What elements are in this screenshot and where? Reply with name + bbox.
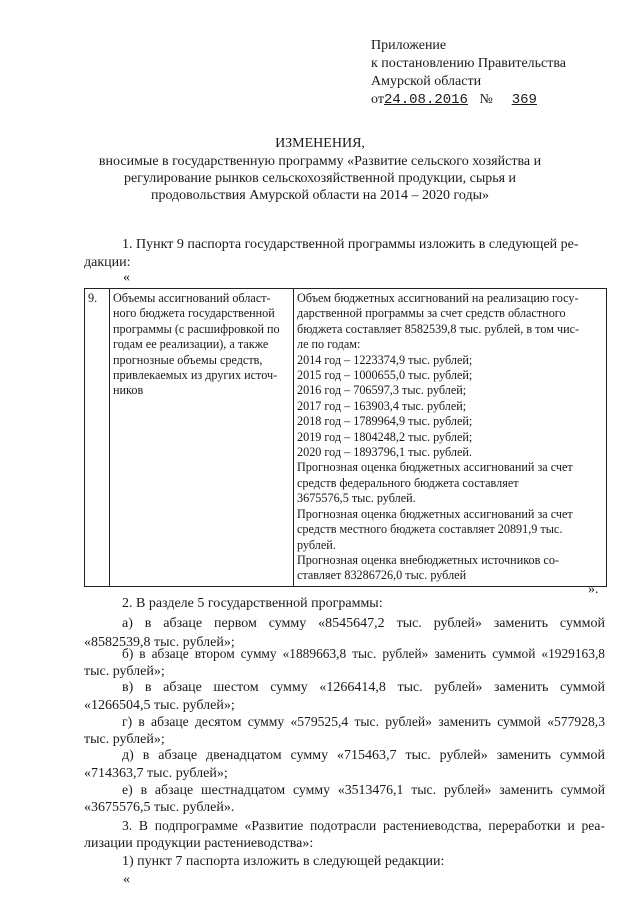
appendix-line-1: Приложение <box>371 38 447 53</box>
content-line: 2018 год – 1789964,9 тыс. рублей; <box>297 414 473 429</box>
date-prefix: от <box>371 92 384 107</box>
item1-line-1: 1. Пункт 9 паспорта государственной программы изложить в следующей ре- <box>122 237 579 252</box>
content-line: ставляет 83286726,0 тыс. рублей <box>297 568 467 583</box>
item3-sub1: 1) пункт 7 паспорта изложить в следующей редакции: <box>122 854 445 869</box>
content-line: средств местного бюджета составляет 20891,9 тыс. <box>297 522 563 537</box>
item3-line-1: 3. В подпрограмме «Развитие подотрасли растениеводства, переработки и реа- <box>122 818 605 833</box>
item3-line-2: лизации продукции растениеводства»: <box>84 836 314 851</box>
item2-b-line-1: б) в абзаце втором сумму «1889663,8 тыс. рублей» заменить суммой «1929163,8 <box>122 646 605 661</box>
content-line: Прогнозная оценка внебюджетных источников со- <box>297 552 559 567</box>
content-line: 2020 год – 1893796,1 тыс. рублей. <box>297 445 472 460</box>
item1-line-2: дакции: <box>84 255 131 270</box>
content-line: дарственной программы за счет средств областного <box>297 306 566 321</box>
title-line-3: продовольствия Амурской области на 2014 – 2020 годы» <box>150 188 490 203</box>
item2-c-line-1: в) в абзаце шестом сумму «1266414,8 тыс. рублей» заменить суммой <box>122 680 605 695</box>
content-line: 2016 год – 706597,3 тыс. рублей; <box>297 383 467 398</box>
content-line: 2014 год – 1223374,9 тыс. рублей; <box>297 352 473 367</box>
title-line-1: вносимые в государственную программу «Развитие сельского хозяйства и <box>98 154 542 169</box>
item2-e-line-2: «714363,7 тыс. рублей»; <box>84 766 228 781</box>
content-line: средств федерального бюджета составляет <box>297 475 519 490</box>
content-line: бюджета составляет 8582539,8 тыс. рублей, в том чис- <box>297 321 580 336</box>
description-line: прогнозные объемы средств, <box>113 352 263 367</box>
description-line: годам ее реализации), а также <box>113 337 269 352</box>
item2-c-line-2: «1266504,5 тыс. рублей»; <box>84 698 235 713</box>
content-line: рублей. <box>297 537 336 552</box>
content-line: ле по годам: <box>297 337 361 352</box>
document-number: 369 <box>511 92 537 108</box>
title-line-2: регулирование рынков сельскохозяйственной продукции, сырья и <box>123 171 517 186</box>
item2-a-line-1: а) в абзаце первом сумму «8545647,2 тыс. рублей» заменить суммой <box>122 616 605 631</box>
appendix-line-3: Амурской области <box>371 74 482 89</box>
number-prefix: № <box>479 92 493 107</box>
item2-f-line-1: е) в абзаце шестнадцатом сумму «3513476,1 тыс. рублей» заменить суммой <box>122 782 605 797</box>
table-row <box>85 289 607 587</box>
document-date: 24.08.2016 <box>383 92 468 108</box>
description-line: программы (с расшифровкой по <box>113 321 280 336</box>
appendix-date-line <box>371 91 548 109</box>
content-line: Прогнозная оценка бюджетных ассигнований за счет <box>297 506 573 521</box>
item2-a-line-2: «8582539,8 тыс. рублей»; <box>84 635 235 650</box>
row-number: 9. <box>85 289 110 587</box>
item2-heading: 2. В разделе 5 государственной программы: <box>122 596 383 611</box>
close-quote: ». <box>588 582 599 597</box>
description-line: ников <box>113 383 144 398</box>
item2-d-line-1: г) в абзаце десятом сумму «579525,4 тыс. рублей» заменить суммой «577928,3 <box>122 714 605 729</box>
description-line: ного бюджета государственной <box>113 306 275 321</box>
content-line: 3675576,5 тыс. рублей. <box>297 491 416 506</box>
item2-d-line-2: тыс. рублей»; <box>84 732 165 747</box>
content-line: Объем бюджетных ассигнований на реализацию госу- <box>297 291 579 305</box>
row-description <box>110 289 294 587</box>
content-line: 2019 год – 1804248,2 тыс. рублей; <box>297 429 473 444</box>
content-line: 2017 год – 163903,4 тыс. рублей; <box>297 398 467 413</box>
open-quote-2: « <box>123 872 130 887</box>
row-content <box>294 289 607 587</box>
item2-f-line-2: «3675576,5 тыс. рублей». <box>84 800 235 815</box>
item2-e-line-1: д) в абзаце двенадцатом сумму «715463,7 тыс. рублей» заменить суммой <box>122 748 605 763</box>
item2-b-line-2: тыс. рублей»; <box>84 664 165 679</box>
description-line: привлекаемых из других источ- <box>113 368 278 383</box>
document-title: ИЗМЕНЕНИЯ, <box>275 136 365 151</box>
open-quote-1: « <box>123 270 130 285</box>
content-line: 2015 год – 1000655,0 тыс. рублей; <box>297 368 473 383</box>
passport-table <box>84 288 607 587</box>
content-line: Прогнозная оценка бюджетных ассигнований за счет <box>297 460 573 475</box>
appendix-line-2: к постановлению Правительства <box>371 56 567 71</box>
description-line: Объемы ассигнований област- <box>113 291 271 305</box>
